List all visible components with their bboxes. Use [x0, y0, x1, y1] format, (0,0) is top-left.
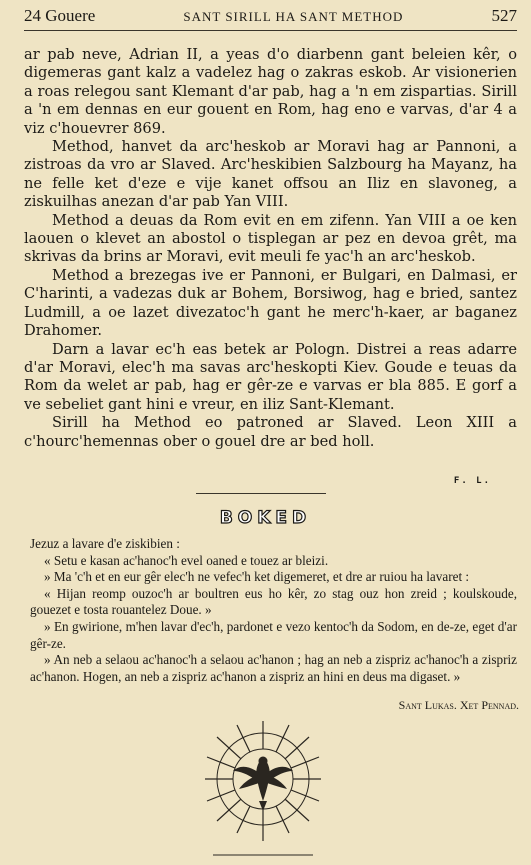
page-header	[24, 6, 517, 28]
body-paragraph: Method a deuas da Rom evit en em zifenn. Yan VIII a oe ken laouen o klevet an abostol o tisplegan ar pez en devoa grêt, ma skrivas da brins ar Moravi, evit meuli fe yac'h an arc'heskob.	[24, 211, 517, 266]
boked-paragraph: « Setu e kasan ac'hanoc'h evel oaned e touez ar bleizi.	[44, 552, 329, 568]
page-number: 527	[491, 6, 517, 25]
body-paragraph: Method a brezegas ive er Pannoni, er Bulgari, en Dalmasi, er C'harinti, a vadezas duk ar Bohem, Borsiwog, hag e bried, santez Ludmill, a oe lazet divezatoc'h gant he merc'h-kaer, ar baganez Drahomer.	[24, 266, 517, 340]
header-rule	[24, 30, 517, 31]
body-paragraph: Sirill ha Method eo patroned ar Slaved. Leon XIII a c'hourc'hemennas ober o gouel dre ar bed holl.	[24, 414, 517, 450]
holy-spirit-dove-emblem	[203, 715, 323, 865]
header-date: 24 Gouere	[24, 6, 96, 25]
header-title: SANT SIRILL HA SANT METHOD	[183, 9, 404, 24]
boked-text	[30, 536, 517, 685]
body-paragraph: ar pab neve, Adrian II, a yeas d'o diarbenn gant beleien kêr, o digemeras gant kalz a vadelez hag o zakras eskob. Ar visionerien a roas relegou sant Klemant d'ar pab, hag a 'n em zispartias. Sirill a 'n em dennas en eur gouent en Rom, hag eno e varvas, d'ar 4 a viz c'houevrer 869.	[24, 46, 517, 137]
boked-paragraph: » Ma 'c'h et en eur gêr elec'h ne vefec'h ket digemeret, et dre ar ruiou ha lavaret :	[44, 569, 470, 585]
boked-paragraph: « Hijan reomp ouzoc'h ar boultren eus ho kêr, zo stag ouz hon zreid ; koulskoude, gouezet e tosta rouantelez Doue. »	[30, 585, 517, 618]
body-paragraph: Method, hanvet da arc'heskob ar Moravi hag ar Pannoni, a zistroas da vro ar Slaved. Arc'heskibien Salzbourg ha Mayanz, ha ne felle ket d'eze e vije kanet offsou an Iliz en slavoneg, a ziskuilhas anezan d'ar pab Yan VIII.	[24, 138, 517, 211]
boked-title: BOKED	[219, 508, 312, 528]
body-text	[24, 46, 517, 451]
boked-paragraph: Jezuz a lavare d'e ziskibien :	[30, 536, 180, 551]
boked-paragraph: » En gwirione, m'hen lavar d'ec'h, pardonet e vezo kentoc'h da Sodom, en de-ze, eget d'ar gêr-ze.	[30, 618, 517, 651]
boked-source: Sant Lukas. Xet Pennad.	[398, 698, 519, 712]
section-divider	[196, 493, 326, 494]
boked-paragraph: » An neb a selaou ac'hanoc'h a selaou ac'hanon ; hag an neb a zispriz ac'hanoc'h a zispriz ac'hanon. Hogen, an neb a zispriz ac'hanon a zispriz an hini en deus ma digaset. »	[30, 652, 517, 684]
body-paragraph: Darn a lavar ec'h eas betek ar Pologn. Distrei a reas adarre d'ar Moravi, elec'h ma savas arc'heskopti Kiev. Goude e teuas da Rom da welet ar pab, hag er gêr-ze e varvas er bla 885. E gorf a ve sebeliet gant hini e vreur, en iliz Sant-Klemant.	[24, 340, 517, 413]
author-signature: F. L.	[453, 476, 491, 486]
